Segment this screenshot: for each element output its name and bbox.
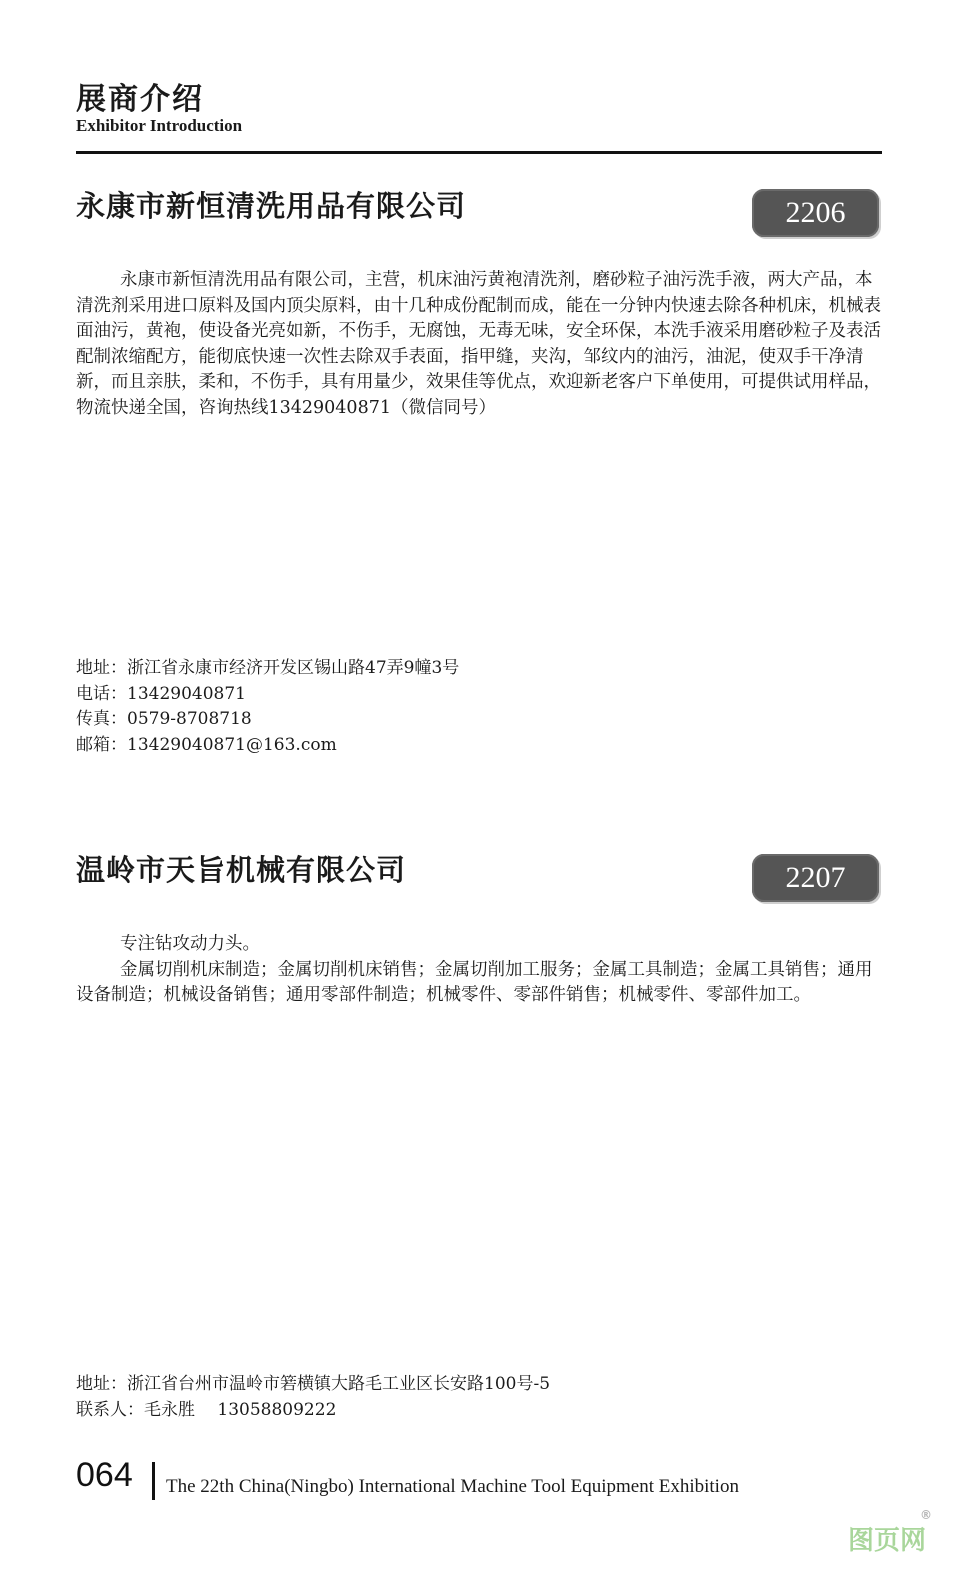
exhibitor-2-description-1-text: 专注钻攻动力头。 <box>120 934 260 954</box>
exhibitor-2-name: 温岭市天旨机械有限公司 <box>76 853 407 887</box>
exhibitor-1-booth-badge: 2206 <box>752 189 879 237</box>
exhibitor-2-description-2-text: 金属切削机床制造；金属切削机床销售；金属切削加工服务；金属工具制造；金属工具销售；通用设备制造；机械设备销售；通用零部件制造；机械零件、零部件销售；机械零件、零部件加工。 <box>76 959 873 1005</box>
exhibitor-1-phone: 电话：13429040871 <box>76 683 246 704</box>
exhibitor-1-email: 邮箱：13429040871@163.com <box>76 734 337 755</box>
header-divider <box>76 151 882 154</box>
exhibitor-2-description-2 <box>76 958 882 1009</box>
exhibitor-1-name: 永康市新恒清洗用品有限公司 <box>76 189 467 223</box>
watermark-logo <box>848 1508 933 1557</box>
exhibitor-1-description <box>76 268 882 421</box>
registered-mark: ® <box>920 1508 933 1522</box>
exhibitor-1-description-text: 永康市新恒清洗用品有限公司，主营，机床油污黄袍清洗剂，磨砂粒子油污洗手液，两大产品，本清洗剂采用进口原料及国内顶尖原料，由十几种成份配制而成，能在一分钟内快速去除各种机床，机械表面油污，黄袍，使设备光亮如新，不伤手，无腐蚀，无毒无味，安全环保，本洗手液采用磨砂粒子及表活配制浓缩配方，能彻底快速一次性去除双手表面，指甲缝，夹沟，邹纹内的油污，油泥，使双手干净清新，而且亲肤，柔和，不伤手，具有用量少，效果佳等优点，欢迎新老客户下单使用，可提供试用样品，物流快递全国，咨询热线13429040871（微信同号） <box>76 270 881 418</box>
exhibitor-1-fax: 传真：0579-8708718 <box>76 709 252 729</box>
exhibitor-2-description-1 <box>76 932 882 958</box>
exhibition-name: The 22th China(Ningbo) International Machine Tool Equipment Exhibition <box>166 1476 739 1497</box>
exhibitor-1-address: 地址：浙江省永康市经济开发区锡山路47弄9幢3号 <box>76 658 460 678</box>
section-title-cn: 展商介绍 <box>76 82 204 117</box>
exhibitor-2-booth-badge: 2207 <box>752 854 879 902</box>
watermark-text: 图页网 <box>848 1526 927 1556</box>
exhibitor-2-contact <box>76 1372 550 1423</box>
section-title-en: Exhibitor Introduction <box>76 116 243 135</box>
exhibitor-2-address: 地址：浙江省台州市温岭市箬横镇大路毛工业区长安路100号-5 <box>76 1374 551 1394</box>
exhibitor-2-contact-person: 联系人：毛永胜 13058809222 <box>76 1399 337 1420</box>
page-number: 064 <box>76 1456 133 1494</box>
footer-divider <box>152 1462 155 1500</box>
exhibitor-1-contact <box>76 656 459 758</box>
